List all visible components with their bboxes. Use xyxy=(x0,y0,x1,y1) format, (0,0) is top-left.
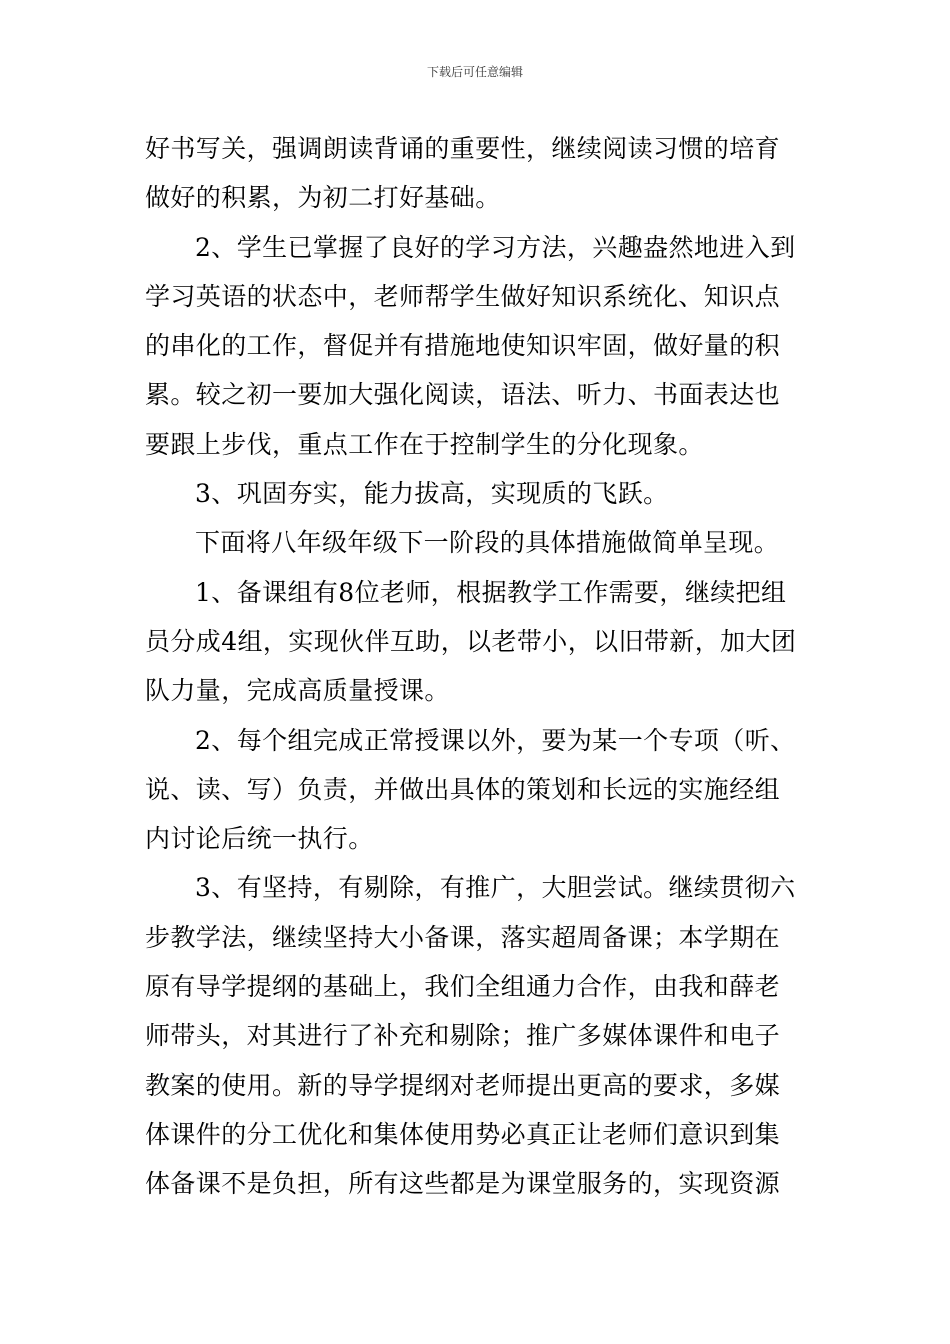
text-line: 原有导学提纲的基础上，我们全组通力合作，由我和薛老 xyxy=(145,972,781,1002)
text-line: 体课件的分工优化和集体使用势必真正让老师们意识到集 xyxy=(145,1119,781,1149)
text-line: 队力量，完成高质量授课。 xyxy=(145,676,450,706)
text-line: 步教学法，继续坚持大小备课，落实超周备课；本学期在 xyxy=(145,922,781,952)
text-line: 2、学生已掌握了良好的学习方法，兴趣盎然地进入到 xyxy=(195,232,796,262)
document-body xyxy=(145,124,810,1209)
text-line: 的串化的工作，督促并有措施地使知识牢固，做好量的积 xyxy=(145,331,781,361)
text-line: 体备课不是负担，所有这些都是为课堂服务的，实现资源 xyxy=(145,1169,781,1199)
text-line: 1、备课组有8位老师，根据教学工作需要，继续把组 xyxy=(195,577,787,607)
page-header-note: 下载后可任意编辑 xyxy=(426,65,523,79)
text-line: 说、读、写）负责，并做出具体的策划和长远的实施经组 xyxy=(145,774,781,804)
text-line: 好书写关，强调朗读背诵的重要性，继续阅读习惯的培育 xyxy=(145,134,781,163)
text-line: 2、每个组完成正常授课以外，要为某一个专项（听、 xyxy=(195,725,796,755)
text-line: 做好的积累，为初二打好基础。 xyxy=(145,183,501,213)
text-line: 要跟上步伐，重点工作在于控制学生的分化现象。 xyxy=(145,429,704,459)
text-line: 3、巩固夯实，能力拔高，实现质的飞跃。 xyxy=(195,479,669,509)
text-line: 下面将八年级年级下一阶段的具体措施做简单呈现。 xyxy=(195,528,780,558)
text-line: 员分成4组，实现伙伴互助，以老带小，以旧带新，加大团 xyxy=(145,626,797,656)
text-line: 累。较之初一要加大强化阅读，语法、听力、书面表达也 xyxy=(145,380,781,410)
text-line: 3、有坚持，有剔除，有推广，大胆尝试。继续贯彻六 xyxy=(195,873,796,903)
text-line: 内讨论后统一执行。 xyxy=(145,824,374,854)
text-line: 师带头，对其进行了补充和剔除；推广多媒体课件和电子 xyxy=(145,1021,781,1051)
text-line: 教案的使用。新的导学提纲对老师提出更高的要求，多媒 xyxy=(145,1070,781,1100)
text-line: 学习英语的状态中，老师帮学生做好知识系统化、知识点 xyxy=(145,281,781,311)
